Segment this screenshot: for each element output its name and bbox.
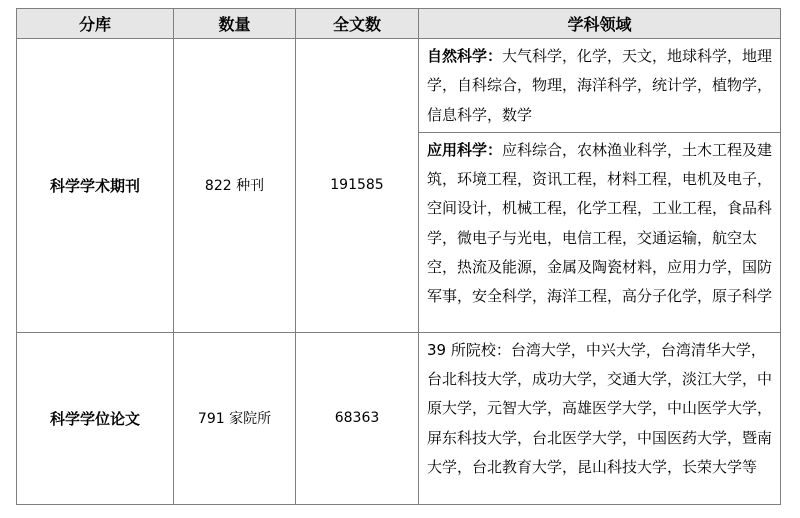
- fulltext-journals: 191585: [296, 39, 419, 333]
- fields-schools: 39 所院校：台湾大学，中兴大学，台湾清华大学，台北科技大学，成功大学，交通大学，淡江大学，中原大学，元智大学，高雄医学大学，中山医学大学，屏东科技大学，台北医学大学，中国医药大学，暨南大学，台北教育大学，昆山科技大学，长荣大学等: [419, 332, 781, 504]
- db-name-theses: 科学学位论文: [17, 332, 174, 504]
- header-count: 数量: [174, 9, 296, 39]
- table-row: [17, 332, 781, 504]
- header-row: [17, 9, 781, 39]
- db-name-journals: 科学学术期刊: [17, 39, 174, 333]
- fulltext-theses: 68363: [296, 332, 419, 504]
- count-theses: 791 家院所: [174, 332, 296, 504]
- header-db: 分库: [17, 9, 174, 39]
- header-fields: 学科领域: [419, 9, 781, 39]
- count-journals: 822 种刊: [174, 39, 296, 333]
- natural-science-text: 大气科学，化学，天文，地球科学，地理学，自科综合，物理，海洋科学，统计学，植物学，信息科学，数学: [427, 47, 773, 124]
- applied-science-text: 应科综合，农林渔业科学，土木工程及建筑，环境工程，资讯工程，材料工程，电机及电子，空间设计，机械工程，化学工程，工业工程，食品科学，微电子与光电，电信工程，交通运输，航空太空，热流及能源，金属及陶瓷材料，应用力学，国防军事，安全科学，海洋工程，高分子化学，原子科学: [427, 140, 773, 306]
- natural-science-label: 自然科学：: [427, 47, 503, 65]
- header-fulltext: 全文数: [296, 9, 419, 39]
- database-table: [16, 8, 781, 505]
- table-row: [17, 39, 781, 133]
- fields-natural-science: [419, 39, 781, 133]
- applied-science-label: 应用科学：: [427, 140, 503, 159]
- fields-applied-science: [419, 132, 781, 332]
